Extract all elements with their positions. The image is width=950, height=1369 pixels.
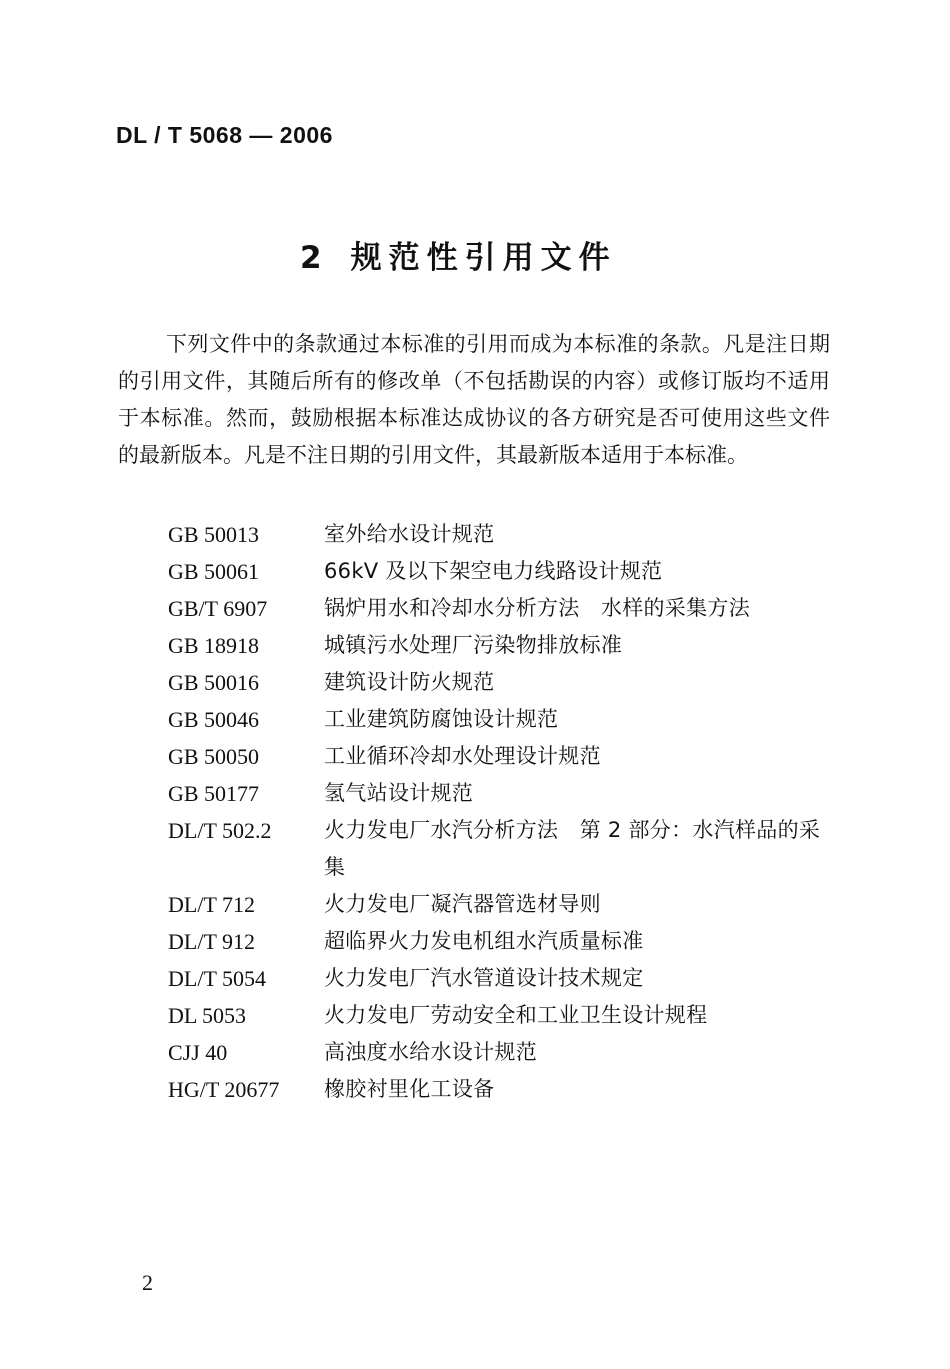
- reference-code: HG/T 20677: [168, 1077, 280, 1102]
- reference-item: [168, 1034, 838, 1071]
- reference-code: CJJ 40: [168, 1040, 228, 1065]
- reference-code: GB 50050: [168, 744, 260, 769]
- reference-title: 室外给水设计规范: [324, 522, 495, 546]
- reference-title: 66kV 及以下架空电力线路设计规范: [324, 559, 663, 583]
- reference-title: 氢气站设计规范: [324, 781, 474, 805]
- reference-code: GB 50013: [168, 522, 260, 547]
- reference-item: [168, 1071, 838, 1108]
- page-number: 2: [142, 1270, 153, 1295]
- reference-item: [168, 701, 838, 738]
- reference-code: GB 50046: [168, 707, 260, 732]
- reference-title: 工业循环冷却水处理设计规范: [324, 744, 601, 768]
- reference-title: 工业建筑防腐蚀设计规范: [324, 707, 559, 731]
- reference-title: 火力发电厂水汽分析方法 第 2 部分：水汽样品的采集: [324, 818, 821, 879]
- reference-item: [168, 516, 838, 553]
- reference-title: 锅炉用水和冷却水分析方法 水样的采集方法: [324, 596, 750, 620]
- reference-title: 火力发电厂汽水管道设计技术规定: [324, 966, 644, 990]
- reference-list: [168, 516, 838, 1108]
- reference-code: DL 5053: [168, 1003, 247, 1028]
- reference-code: DL/T 5054: [168, 966, 266, 991]
- reference-item: [168, 997, 838, 1034]
- reference-title: 建筑设计防火规范: [324, 670, 495, 694]
- reference-code: DL/T 912: [168, 929, 255, 954]
- reference-title: 超临界火力发电机组水汽质量标准: [324, 929, 644, 953]
- reference-code: GB/T 6907: [168, 596, 268, 621]
- section-title-text: 规范性引用文件: [350, 240, 617, 276]
- reference-title: 城镇污水处理厂污染物排放标准: [324, 633, 623, 657]
- reference-item: [168, 664, 838, 701]
- intro-paragraph: 下列文件中的条款通过本标准的引用而成为本标准的条款。凡是注日期的引用文件，其随后所有的修改单（不包括勘误的内容）或修订版均不适用于本标准。然而，鼓励根据本标准达成协议的各方研究是否可使用这些文件的最新版本。凡是不注日期的引用文件，其最新版本适用于本标准。: [118, 332, 830, 467]
- reference-title: 火力发电厂劳动安全和工业卫生设计规程: [324, 1003, 708, 1027]
- reference-item: [168, 923, 838, 960]
- document-number-header: DL / T 5068 — 2006: [116, 122, 333, 148]
- reference-code: GB 18918: [168, 633, 260, 658]
- section-title: [300, 232, 617, 277]
- reference-code: GB 50016: [168, 670, 260, 695]
- reference-code: DL/T 712: [168, 892, 255, 917]
- section-number: 2: [300, 240, 329, 276]
- reference-title: 火力发电厂凝汽器管选材导则: [324, 892, 601, 916]
- reference-item: [168, 812, 838, 886]
- reference-code: GB 50177: [168, 781, 260, 806]
- reference-item: [168, 775, 838, 812]
- reference-item: [168, 553, 838, 590]
- reference-item: [168, 960, 838, 997]
- reference-title: 高浊度水给水设计规范: [324, 1040, 537, 1064]
- reference-item: [168, 627, 838, 664]
- reference-code: GB 50061: [168, 559, 260, 584]
- reference-item: [168, 886, 838, 923]
- reference-title: 橡胶衬里化工设备: [324, 1077, 495, 1101]
- reference-code: DL/T 502.2: [168, 818, 272, 843]
- reference-item: [168, 590, 838, 627]
- reference-item: [168, 738, 838, 775]
